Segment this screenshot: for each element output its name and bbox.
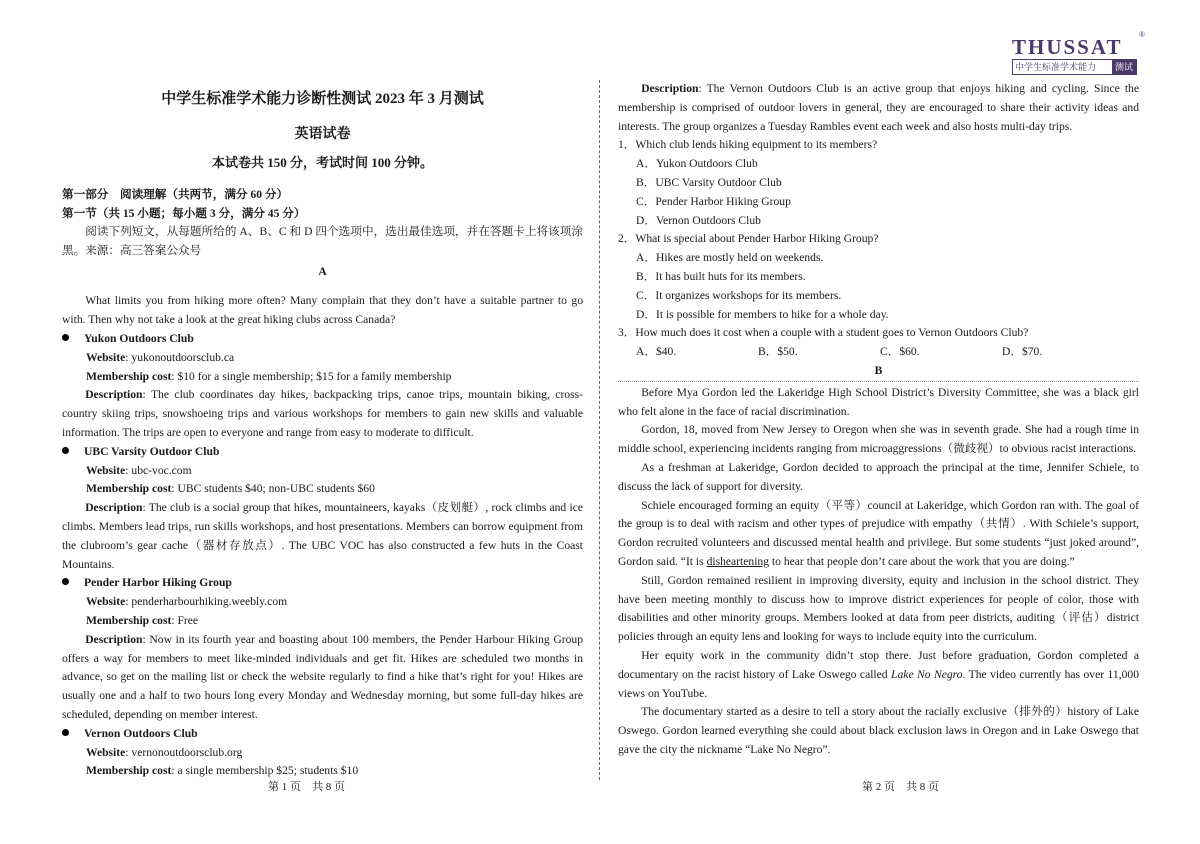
passage-label-b: B [874, 363, 883, 377]
dotted-separator [618, 381, 1139, 382]
club-heading: Pender Harbor Hiking Group [62, 574, 583, 593]
page-footer-1: 第 1 页 共 8 页 [268, 781, 345, 793]
logo-brand: THUSSAT [1012, 35, 1123, 59]
part-heading: 第一部分 阅读理解（共两节，满分 60 分） [62, 188, 289, 201]
bullet-icon [62, 578, 69, 585]
question-stem: 1．Which club lends hiking equipment to its members? [618, 138, 878, 152]
exam-subtitle: 英语试卷 [294, 127, 351, 142]
passage-paragraph: As a freshman at Lakeridge, Gordon decided to approach the principal at the time, Jennifer Schiele, to discuss the lack of support for diversity. [618, 460, 1139, 493]
club-website: Website: vernonoutdoorsclub.org [86, 745, 243, 759]
passage-paragraph: Before Mya Gordon led the Lakeridge High School District’s Diversity Committee, she was a black girl who felt alone in the face of racial discrimination. [618, 385, 1139, 418]
registered-mark: ® [1138, 30, 1145, 39]
club-membership: Membership cost: UBC students $40; non-UBC students $60 [86, 482, 375, 496]
club-heading: Vernon Outdoors Club [62, 725, 583, 744]
passage-label-a: A [318, 264, 327, 278]
passage-paragraph: Still, Gordon remained resilient in improving diversity, equity and inclusion in the school district. They have been meeting monthly to discuss how to improve district experiences for people of color, those with disabilities and other minority groups. Members looked at data from peer districts, auditing（评估）district policies through an equity lens and looking for ways to include equity into the curriculum. [618, 573, 1139, 644]
passage-paragraph: The documentary started as a desire to tell a story about the racially exclusive（排外的）history of Lake Oswego. Gordon learned everything she could about black exclusion laws in Oregon and in Lake Oswego that gave the city the nickname “Lake No Negro”. [618, 705, 1139, 756]
club-description: Description: The club is a social group that hikes, mountaineers, kayaks（皮划艇）, rock climbs and ice climbs. Members lead trips, run skills workshops, and host presentations. Members can borrow equipment from the clubroom’s gear cache（器材存放点）. The UBC VOC has also constructed a few huts in the Coast Mountains. [62, 501, 583, 571]
right-page [618, 80, 1139, 760]
question-option: B．$50. [758, 345, 798, 359]
logo-tagline: 中学生标准学术能力 [1015, 62, 1097, 72]
club-heading: Yukon Outdoors Club [62, 330, 583, 349]
bullet-icon [62, 729, 69, 736]
page-divider [599, 80, 600, 780]
question-option: D．$70. [1002, 345, 1043, 359]
question-options-row [618, 343, 1139, 362]
question-option: A．Hikes are mostly held on weekends. [636, 251, 824, 265]
question-option: A．$40. [636, 345, 677, 359]
club-membership: Membership cost: a single membership $25; students $10 [86, 764, 359, 778]
section-heading: 第一节（共 15 小题；每小题 3 分，满分 45 分） [62, 206, 306, 220]
question-option: D．Vernon Outdoors Club [636, 213, 761, 227]
club-heading: UBC Varsity Outdoor Club [62, 443, 583, 462]
club-website: Website: penderharbourhiking.weebly.com [86, 595, 288, 609]
passage-paragraph: Gordon, 18, moved from New Jersey to Oregon when she was in seventh grade. She had a rough time in middle school, experiencing incidents ranging from microaggressions（微歧视）to obvious racist interactions. [618, 423, 1139, 456]
club-membership: Membership cost: Free [86, 613, 199, 627]
passage-intro: What limits you from hiking more often? Many complain that they don’t have a suitable partner to go with. Then why not take a look at the great hiking clubs across Canada? [62, 294, 583, 327]
left-page [62, 88, 583, 781]
club-description: Description: The Vernon Outdoors Club is an active group that enjoys hiking and cycling. Since the membership is comprised of outdoor lovers in general, they are encouraged to share their activity ideas and interests. The group organizes a Tuesday Rambles event each week and also hosts multi-day trips. [618, 82, 1139, 133]
question-option: A．Yukon Outdoors Club [636, 157, 758, 171]
passage-paragraph: Schiele encouraged forming an equity（平等）council at Lakeridge, which Gordon ran with. The goal of the group is to deal with racism and other types of prejudice with empathy（共情）. With Schiele’s support, Gordon recruited volunteers and discussed mental health and privilege. But some students “just joked around”, Gordon said. “It is disheartening to hear that people don’t care about the work that you are doing.” [618, 498, 1139, 568]
club-description: Description: Now in its fourth year and boasting about 100 members, the Pender Harbour Hiking Group offers a way for members to meet like-minded individuals and get fit. Hikes are scheduled two months in advance, so get on the mailing list or check the website regularly to find a hike that’s right for you! Hikes are usually one and a half to two hours long every Monday and Wednesday morning, but some full-day hikes are scheduled, depending on member interest. [62, 632, 583, 721]
question-stem: 3．How much does it cost when a couple with a student goes to Vernon Outdoors Club? [618, 326, 1029, 340]
question-option: B．UBC Varsity Outdoor Club [636, 175, 782, 189]
instructions: 阅读下列短文，从每题所给的 A、B、C 和 D 四个选项中，选出最佳选项，并在答题卡上将该项涂黑。来源：高三答案公众号 [62, 225, 583, 257]
underlined-word: disheartening [706, 554, 770, 568]
exam-title: 中学生标准学术能力诊断性测试 2023 年 3 月测试 [161, 91, 484, 107]
documentary-title: Lake No Negro [891, 667, 963, 681]
question-option: D．It is possible for members to hike for a whole day. [636, 307, 889, 321]
question-option: C．Pender Harbor Hiking Group [636, 194, 791, 208]
exam-info: 本试卷共 150 分，考试时间 100 分钟。 [211, 155, 433, 170]
bullet-icon [62, 334, 69, 341]
logo-tagline-bar [1012, 59, 1137, 75]
logo-tag-box: 测试 [1112, 60, 1136, 74]
question-stem: 2．What is special about Pender Harbor Hiking Group? [618, 232, 879, 246]
question-option: B．It has built huts for its members. [636, 269, 806, 283]
club-membership: Membership cost: $10 for a single membership; $15 for a family membership [86, 369, 452, 383]
passage-paragraph: Her equity work in the community didn’t stop there. Just before graduation, Gordon completed a documentary on the racist history of Lake Oswego called Lake No Negro. The video currently has over 11,000 views on YouTube. [618, 648, 1139, 700]
page-footer-2: 第 2 页 共 8 页 [862, 781, 939, 793]
bullet-icon [62, 447, 69, 454]
club-description: Description: The club coordinates day hikes, backpacking trips, canoe trips, mountain biking, cross-country skiing trips, snowshoeing trips and various workshops for members to gain new skills and valuable information. The trips are open to everyone and range from easy to moderate to difficult. [62, 388, 583, 439]
club-website: Website: yukonoutdoorsclub.ca [86, 350, 235, 364]
question-option: C．$60. [880, 345, 920, 359]
question-option: C．It organizes workshops for its members. [636, 288, 842, 302]
club-website: Website: ubc-voc.com [86, 463, 192, 477]
thussat-logo [1012, 30, 1145, 75]
